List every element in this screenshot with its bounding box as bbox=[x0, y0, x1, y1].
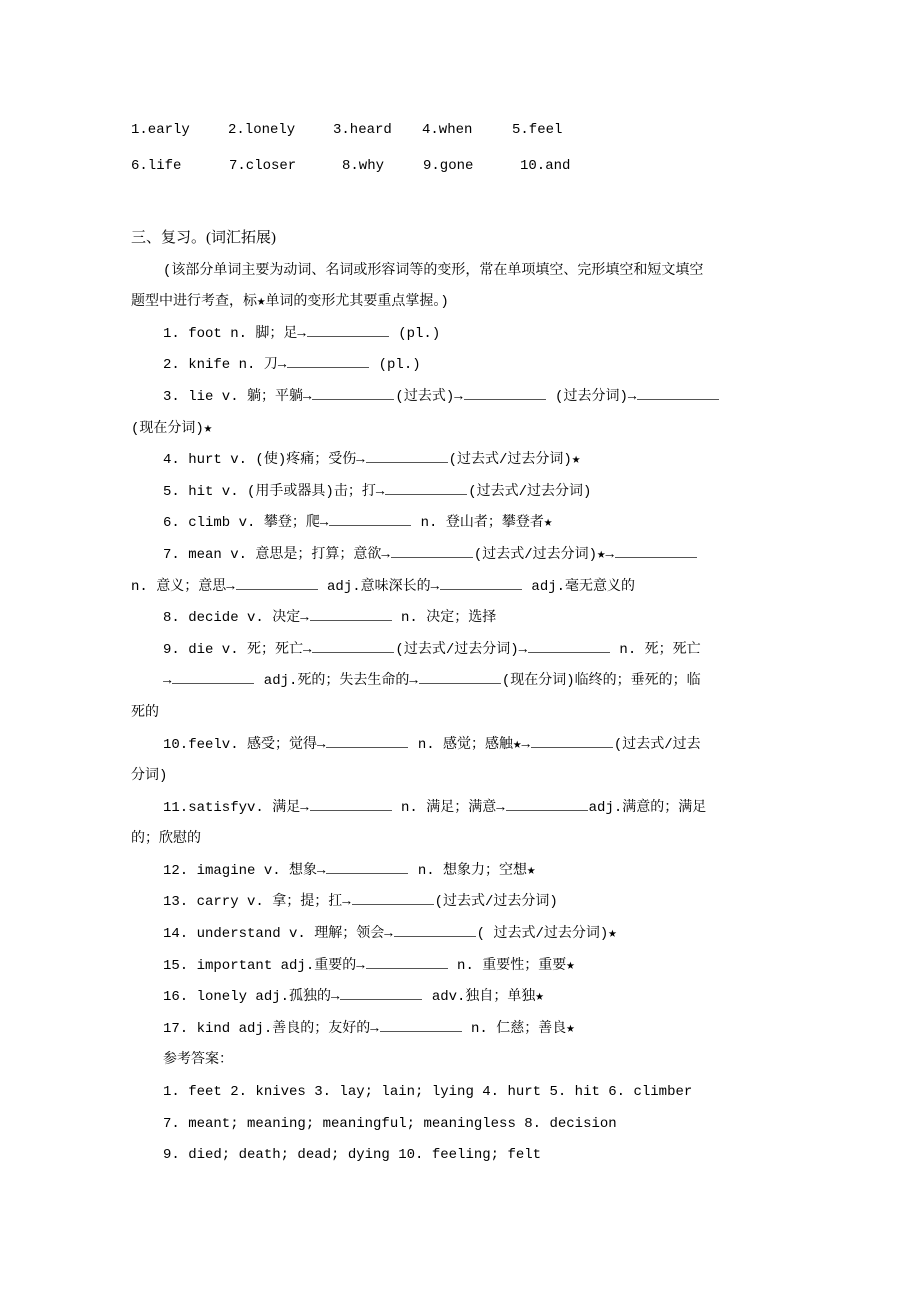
fill-in-blank[interactable] bbox=[340, 985, 422, 1000]
line-text: (现在分词)临终的；垂死的；临 bbox=[501, 673, 701, 690]
exercise-line bbox=[131, 480, 791, 512]
exercise-line bbox=[131, 954, 791, 986]
line-text: 题型中进行考查，标★单词的变形尤其要重点掌握。) bbox=[131, 294, 449, 311]
line-text: 3. lie v. 躺；平躺→ bbox=[163, 388, 312, 405]
line-text: n. 意义；意思→ bbox=[131, 578, 235, 595]
line-text: 分词) bbox=[131, 768, 168, 785]
line-text: 9. die v. 死；死亡→ bbox=[163, 641, 312, 658]
line-text: n. 感觉；感触★→ bbox=[409, 736, 530, 753]
fill-in-blank[interactable] bbox=[366, 448, 448, 463]
line-text: (过去式/过去 bbox=[613, 736, 701, 753]
line-text: 11.satisfyv. 满足→ bbox=[163, 799, 309, 816]
fill-in-blank[interactable] bbox=[312, 638, 394, 653]
line-text: adj.满意的；满足 bbox=[588, 799, 707, 816]
line-text: 1. feet 2. knives 3. lay; lain; lying 4. hurt 5. hit 6. climber bbox=[163, 1084, 693, 1101]
line-text: (过去式)→ bbox=[395, 388, 463, 405]
answer-item: 10.and bbox=[520, 158, 571, 174]
exercise-line bbox=[131, 701, 791, 733]
exercise-line bbox=[131, 890, 791, 922]
fill-in-blank[interactable] bbox=[531, 733, 613, 748]
fill-in-blank[interactable] bbox=[637, 385, 719, 400]
fill-in-blank[interactable] bbox=[172, 669, 254, 684]
answer-item: 6.life bbox=[131, 158, 182, 174]
fill-in-blank[interactable] bbox=[329, 511, 411, 526]
line-text: n. 死；死亡 bbox=[611, 641, 701, 658]
exercise-line bbox=[131, 575, 791, 607]
fill-in-blank[interactable] bbox=[326, 733, 408, 748]
line-text: 17. kind adj.善良的；友好的→ bbox=[163, 1020, 379, 1037]
answer-item: 2.lonely bbox=[228, 122, 296, 138]
exercise-line bbox=[131, 511, 791, 543]
line-text: 15. important adj.重要的→ bbox=[163, 957, 365, 974]
line-text: 10.feelv. 感受；觉得→ bbox=[163, 736, 326, 753]
exercise-line bbox=[131, 448, 791, 480]
fill-in-blank[interactable] bbox=[380, 1017, 462, 1032]
line-text: 7. mean v. 意思是；打算；意欲→ bbox=[163, 546, 390, 563]
line-text: 5. hit v. (用手或器具)击；打→ bbox=[163, 483, 385, 500]
line-text: (过去式/过去分词)★→ bbox=[473, 546, 614, 563]
line-text: adv.独自；单独★ bbox=[423, 989, 544, 1006]
exercise-line bbox=[131, 290, 791, 322]
exercise-line bbox=[131, 606, 791, 638]
answer-item: 9.gone bbox=[423, 158, 474, 174]
line-text: 12. imagine v. 想象→ bbox=[163, 862, 326, 879]
line-text: 6. climb v. 攀登；爬→ bbox=[163, 515, 329, 532]
line-text: ( 过去式/过去分词)★ bbox=[476, 926, 617, 943]
fill-in-blank[interactable] bbox=[506, 796, 588, 811]
line-text: (过去式/过去分词)★ bbox=[448, 452, 581, 469]
fill-in-blank[interactable] bbox=[464, 385, 546, 400]
line-text: (pl.) bbox=[370, 357, 421, 374]
line-text: adj.死的；失去生命的→ bbox=[255, 673, 418, 690]
answer-item: 7.closer bbox=[229, 158, 297, 174]
exercise-line bbox=[131, 1112, 791, 1144]
exercise-line bbox=[131, 638, 791, 670]
line-text: 2. knife n. 刀→ bbox=[163, 357, 287, 374]
exercise-line bbox=[131, 1143, 791, 1175]
line-text: adj.意味深长的→ bbox=[318, 578, 440, 595]
exercise-line bbox=[131, 669, 791, 701]
line-text: 4. hurt v. (使)疼痛；受伤→ bbox=[163, 452, 365, 469]
exercise-line bbox=[131, 827, 791, 859]
exercise-line bbox=[131, 922, 791, 954]
section-title: 三、复习。(词汇拓展) bbox=[131, 230, 276, 246]
exercise-line bbox=[131, 417, 791, 449]
line-text: → bbox=[163, 673, 172, 690]
fill-in-blank[interactable] bbox=[310, 606, 392, 621]
fill-in-blank[interactable] bbox=[385, 480, 467, 495]
exercise-line bbox=[131, 764, 791, 796]
line-text: adj.毫无意义的 bbox=[523, 578, 636, 595]
line-text: 8. decide v. 决定→ bbox=[163, 610, 309, 627]
line-text: 的；欣慰的 bbox=[131, 831, 201, 848]
exercise-line bbox=[131, 1048, 791, 1080]
exercise-line bbox=[131, 1017, 791, 1049]
fill-in-blank[interactable] bbox=[326, 859, 408, 874]
exercise-line bbox=[131, 385, 791, 417]
line-text: 16. lonely adj.孤独的→ bbox=[163, 989, 340, 1006]
fill-in-blank[interactable] bbox=[366, 954, 448, 969]
line-text: n. 登山者；攀登者★ bbox=[412, 515, 553, 532]
line-text: 1. foot n. 脚；足→ bbox=[163, 325, 306, 342]
exercise-line bbox=[131, 353, 791, 385]
exercise-line bbox=[131, 733, 791, 765]
line-text: (过去式/过去分词) bbox=[434, 894, 558, 911]
vocabulary-section bbox=[131, 227, 791, 1175]
answer-item: 4.when bbox=[422, 122, 473, 138]
line-text: 7. meant; meaning; meaningful; meaningless 8. decision bbox=[163, 1115, 617, 1132]
line-text: 14. understand v. 理解；领会→ bbox=[163, 926, 393, 943]
fill-in-blank[interactable] bbox=[615, 543, 697, 558]
line-text: (pl.) bbox=[389, 325, 441, 342]
answer-item: 1.early bbox=[131, 122, 190, 138]
line-text: (该部分单词主要为动词、名词或形容词等的变形，常在单项填空、完形填空和短文填空 bbox=[163, 262, 704, 279]
line-text: n. 满足；满意→ bbox=[392, 799, 505, 816]
line-text: n. 想象力；空想★ bbox=[409, 862, 536, 879]
fill-in-blank[interactable] bbox=[287, 353, 369, 368]
fill-in-blank[interactable] bbox=[312, 385, 394, 400]
answer-item: 3.heard bbox=[333, 122, 392, 138]
line-text: (过去式/过去分词) bbox=[468, 483, 592, 500]
fill-in-blank[interactable] bbox=[394, 922, 476, 937]
line-text: (过去分词)→ bbox=[546, 388, 637, 405]
answer-item: 5.feel bbox=[512, 122, 563, 138]
line-text: 9. died; death; dead; dying 10. feeling; felt bbox=[163, 1147, 542, 1164]
line-text: n. 决定；选择 bbox=[392, 610, 497, 627]
fill-in-blank[interactable] bbox=[440, 575, 522, 590]
fill-in-blank[interactable] bbox=[310, 796, 392, 811]
answer-item: 8.why bbox=[342, 158, 385, 174]
exercise-line bbox=[131, 985, 791, 1017]
line-text: n. 重要性；重要★ bbox=[448, 957, 575, 974]
fill-in-blank[interactable] bbox=[352, 890, 434, 905]
fill-in-blank[interactable] bbox=[419, 669, 501, 684]
line-text: 13. carry v. 拿；提；扛→ bbox=[163, 894, 351, 911]
fill-in-blank[interactable] bbox=[236, 575, 318, 590]
exercise-line bbox=[131, 322, 791, 354]
line-text: 死的 bbox=[131, 704, 159, 721]
line-text: (过去式/过去分词)→ bbox=[395, 641, 528, 658]
exercise-line bbox=[131, 796, 791, 828]
fill-in-blank[interactable] bbox=[528, 638, 610, 653]
line-text: (现在分词)★ bbox=[131, 420, 213, 437]
line-text: 参考答案： bbox=[163, 1052, 233, 1069]
exercise-line bbox=[131, 259, 791, 291]
exercise-line bbox=[131, 1080, 791, 1112]
fill-in-blank[interactable] bbox=[307, 322, 389, 337]
exercise-line bbox=[131, 859, 791, 891]
exercise-lines bbox=[131, 259, 791, 1175]
line-text: n. 仁慈；善良★ bbox=[462, 1020, 575, 1037]
exercise-line bbox=[131, 543, 791, 575]
fill-in-blank[interactable] bbox=[391, 543, 473, 558]
